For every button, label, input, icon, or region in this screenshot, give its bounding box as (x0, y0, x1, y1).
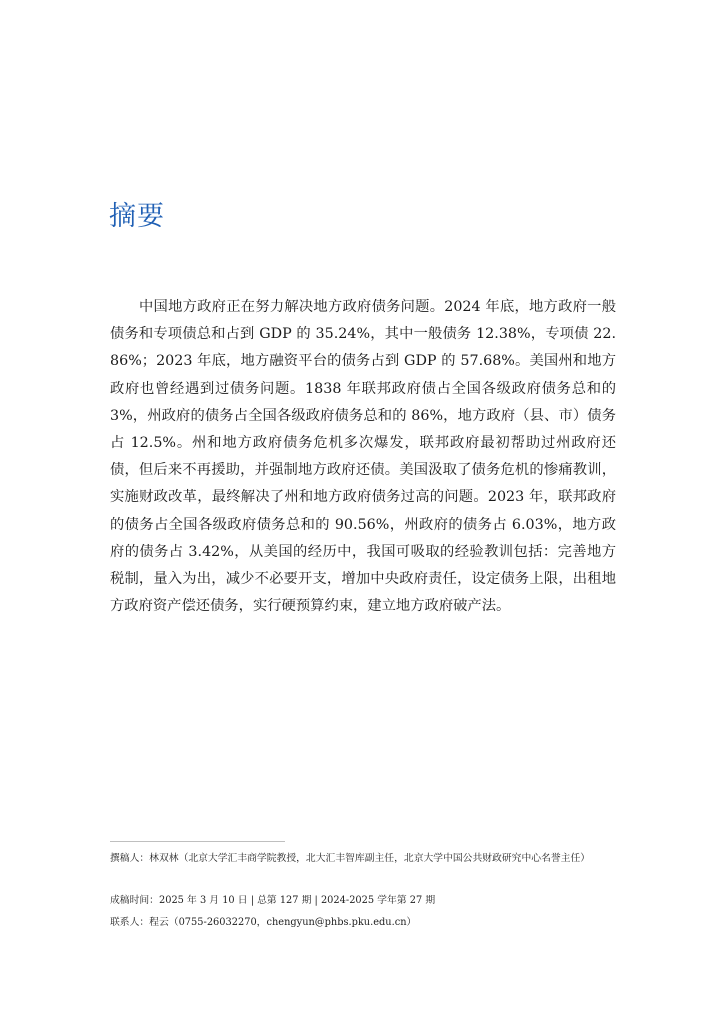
page-title: 摘要 (109, 201, 165, 232)
abstract-paragraph: 中国地方政府正在努力解决地方政府债务问题。2024 年底，地方政府一般债务和专项债总和占到 GDP 的 35.24%，其中一般债务 12.38%，专项债 22.86%；2023 年底，地方融资平台的债务占到 GDP 的 57.68%。美国州和地方政府也曾经遇到过债务问题。1838 年联邦政府债占全国各级政府债务总和的 3%，州政府的债务占全国各级政府债务总和的 86%，地方政府（县、市）债务占 12.5%。州和地方政府债务危机多次爆发，联邦政府最初帮助过州政府还债，但后来不再援助，并强制地方政府还债。美国汲取了债务危机的惨痛教训，实施财政改革，最终解决了州和地方政府债务过高的问题。2023 年，联邦政府的债务占全国各级政府债务总和的 90.56%，州政府的债务占 6.03%，地方政府的债务占 3.42%，从美国的经历中，我国可吸取的经验教训包括：完善地方税制，量入为出，减少不必要开支，增加中央政府责任，设定债务上限，出租地方政府资产偿还债务，实行硬预算约束，建立地方政府破产法。 (110, 299, 616, 615)
footnote-date: 成稿时间：2025 年 3 月 10 日 | 总第 127 期 | 2024-2025 学年第 27 期 (110, 895, 436, 906)
footnote-contact: 联系人：程云（0755-26032270，chengyun@phbs.pku.edu.cn） (110, 917, 417, 928)
footnote-editor: 撰稿人：林双林（北京大学汇丰商学院教授，北大汇丰智库副主任，北京大学中国公共财政研究中心名誉主任） (110, 853, 591, 864)
footnote-divider (110, 841, 285, 842)
